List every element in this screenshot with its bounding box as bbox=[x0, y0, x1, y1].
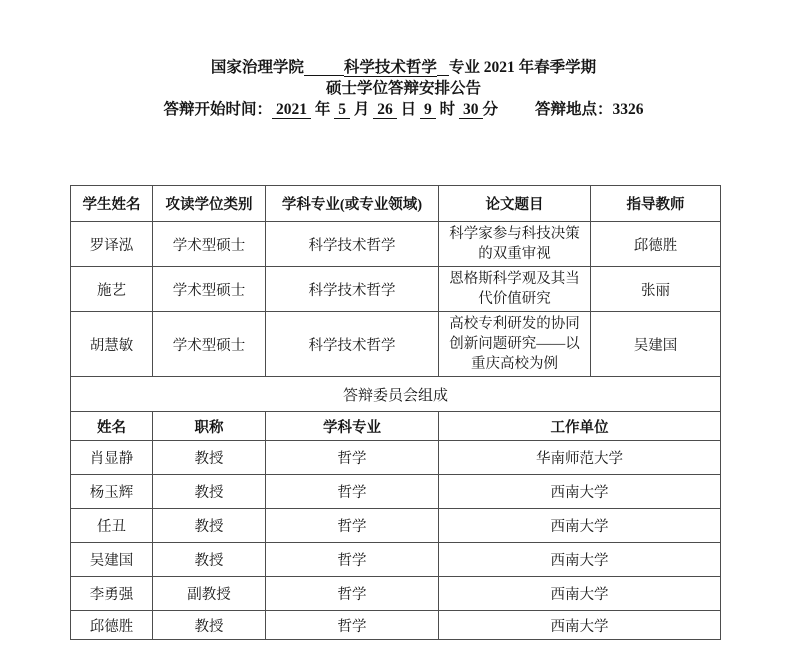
underline-blank bbox=[304, 59, 344, 76]
member-major: 哲学 bbox=[266, 475, 439, 509]
hour-unit: 时 bbox=[439, 101, 456, 118]
member-organization: 西南大学 bbox=[439, 577, 721, 611]
member-organization: 西南大学 bbox=[439, 509, 721, 543]
column-header-member-name: 姓名 bbox=[71, 412, 153, 441]
column-header-member-title: 职称 bbox=[153, 412, 266, 441]
defense-minute-value: 30 bbox=[459, 101, 483, 119]
thesis-title: 恩格斯科学观及其当代价值研究 bbox=[439, 267, 591, 312]
defense-year-value: 2021 bbox=[272, 101, 311, 119]
member-major: 哲学 bbox=[266, 509, 439, 543]
member-major: 哲学 bbox=[266, 577, 439, 611]
member-title: 教授 bbox=[153, 441, 266, 475]
school-name: 国家治理学院 bbox=[210, 59, 304, 76]
document-header bbox=[0, 0, 791, 120]
column-header-advisor: 指导教师 bbox=[591, 186, 721, 222]
column-header-member-organization: 工作单位 bbox=[439, 412, 721, 441]
student-name: 施艺 bbox=[71, 267, 153, 312]
defense-month-value: 5 bbox=[334, 101, 350, 119]
defense-hour-value: 9 bbox=[420, 101, 436, 119]
student-degree-type: 学术型硕士 bbox=[153, 222, 266, 267]
student-major: 科学技术哲学 bbox=[266, 267, 439, 312]
student-major: 科学技术哲学 bbox=[266, 222, 439, 267]
defense-time-label: 答辩开始时间： bbox=[163, 101, 272, 118]
defense-location-value: 3326 bbox=[612, 101, 644, 118]
committee-row bbox=[71, 509, 721, 543]
committee-row bbox=[71, 441, 721, 475]
committee-row bbox=[71, 611, 721, 640]
defense-location-label: 答辩地点： bbox=[535, 101, 613, 118]
column-header-degree-type: 攻读学位类别 bbox=[153, 186, 266, 222]
member-title: 教授 bbox=[153, 509, 266, 543]
student-name: 罗译泓 bbox=[71, 222, 153, 267]
member-major: 哲学 bbox=[266, 441, 439, 475]
header-line-school-major bbox=[16, 57, 791, 78]
committee-caption: 答辩委员会组成 bbox=[71, 377, 721, 412]
member-name: 杨玉辉 bbox=[71, 475, 153, 509]
student-degree-type: 学术型硕士 bbox=[153, 267, 266, 312]
student-major: 科学技术哲学 bbox=[266, 312, 439, 377]
defense-day-value: 26 bbox=[373, 101, 397, 119]
thesis-title: 高校专利研发的协同创新问题研究——以重庆高校为例 bbox=[439, 312, 591, 377]
student-degree-type: 学术型硕士 bbox=[153, 312, 266, 377]
member-title: 教授 bbox=[153, 543, 266, 577]
semester-text: 专业 2021 年春季学期 bbox=[448, 59, 597, 76]
student-row bbox=[71, 312, 721, 377]
student-table-header-row bbox=[71, 186, 721, 222]
committee-row bbox=[71, 475, 721, 509]
document-title: 硕士学位答辩安排公告 bbox=[325, 80, 481, 97]
header-line-time-location bbox=[16, 99, 791, 120]
member-organization: 西南大学 bbox=[439, 611, 721, 640]
committee-row bbox=[71, 577, 721, 611]
student-name: 胡慧敏 bbox=[71, 312, 153, 377]
underline-blank bbox=[437, 59, 449, 76]
member-name: 李勇强 bbox=[71, 577, 153, 611]
column-header-major: 学科专业(或专业领域) bbox=[266, 186, 439, 222]
committee-caption-row bbox=[71, 377, 721, 412]
member-organization: 西南大学 bbox=[439, 475, 721, 509]
member-organization: 华南师范大学 bbox=[439, 441, 721, 475]
member-name: 邱德胜 bbox=[71, 611, 153, 640]
column-header-member-major: 学科专业 bbox=[266, 412, 439, 441]
committee-row bbox=[71, 543, 721, 577]
member-name: 任丑 bbox=[71, 509, 153, 543]
column-header-thesis-title: 论文题目 bbox=[439, 186, 591, 222]
defense-schedule-table bbox=[70, 185, 721, 640]
advisor-name: 张丽 bbox=[591, 267, 721, 312]
advisor-name: 吴建国 bbox=[591, 312, 721, 377]
student-row bbox=[71, 222, 721, 267]
month-unit: 月 bbox=[353, 101, 370, 118]
advisor-name: 邱德胜 bbox=[591, 222, 721, 267]
minute-unit: 分 bbox=[482, 101, 499, 118]
member-title: 教授 bbox=[153, 475, 266, 509]
committee-header-row bbox=[71, 412, 721, 441]
member-name: 肖显静 bbox=[71, 441, 153, 475]
member-major: 哲学 bbox=[266, 543, 439, 577]
column-header-student-name: 学生姓名 bbox=[71, 186, 153, 222]
thesis-title: 科学家参与科技决策的双重审视 bbox=[439, 222, 591, 267]
member-title: 教授 bbox=[153, 611, 266, 640]
member-major: 哲学 bbox=[266, 611, 439, 640]
major-name: 科学技术哲学 bbox=[343, 59, 437, 76]
day-unit: 日 bbox=[400, 101, 417, 118]
member-title: 副教授 bbox=[153, 577, 266, 611]
member-name: 吴建国 bbox=[71, 543, 153, 577]
member-organization: 西南大学 bbox=[439, 543, 721, 577]
year-unit: 年 bbox=[314, 101, 331, 118]
student-row bbox=[71, 267, 721, 312]
